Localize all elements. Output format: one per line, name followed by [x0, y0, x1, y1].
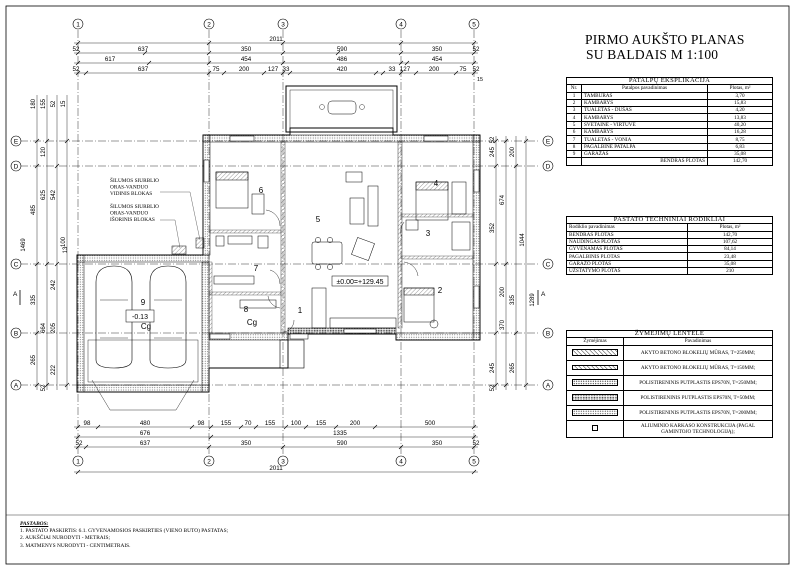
walls: [77, 128, 480, 392]
dim-label: 52: [75, 440, 83, 447]
dim-label: 637: [137, 66, 149, 73]
dim-label: 590: [336, 440, 348, 447]
dim-label: 200: [349, 420, 361, 427]
dim-label: 222: [51, 364, 57, 376]
rooms-table: [566, 77, 773, 166]
hatch-light-icon: [572, 349, 618, 356]
pump-outer-label: ŠILUMOS SIURBLIO ORAS-VANDUO IŠORINIS BLOKAS: [110, 204, 160, 223]
room-number: 7: [253, 264, 259, 273]
legend-table: [566, 330, 773, 438]
dim-label: 127: [399, 66, 411, 73]
dining-table: [312, 242, 342, 264]
dim-label: 52: [41, 384, 47, 392]
dim-label: 52: [51, 100, 57, 108]
heat-pump-labels: [110, 176, 159, 223]
cell: 16,28: [708, 129, 773, 136]
axis-label: 4: [399, 21, 403, 29]
table-row: [567, 107, 773, 114]
col-header: Rodiklio pavadinimas: [567, 224, 688, 231]
table-row: [567, 345, 773, 360]
dim-label: 486: [336, 56, 348, 63]
axis-label: 5: [472, 458, 476, 466]
car-outline: [150, 266, 186, 368]
table-row: [567, 253, 773, 260]
table-row: [567, 375, 773, 390]
cell: GYVENAMAS PLOTAS: [567, 246, 688, 253]
cg-mark: Cg: [140, 322, 152, 331]
cell: 3,70: [708, 92, 773, 99]
cell: 142,70: [688, 231, 773, 238]
table-row: [567, 92, 773, 99]
dim-label: 155: [220, 420, 232, 427]
dim-label: 590: [336, 46, 348, 53]
dim-label: 480: [139, 420, 151, 427]
cell: 210: [688, 268, 773, 275]
axis-label: B: [545, 330, 551, 338]
dim-label: 200: [238, 66, 250, 73]
tech-table-title: PASTATO TECHNINIAI RODIKLIAI: [567, 217, 773, 224]
dots-icon: [572, 379, 618, 386]
level-garage: -0.13: [132, 314, 148, 321]
terrace-table: [328, 101, 356, 114]
axis-label: 5: [472, 21, 476, 29]
col-header: Plotas, m²: [708, 85, 773, 92]
table-row: [567, 114, 773, 121]
cell: 8,75: [708, 136, 773, 143]
axis-label: 3: [281, 458, 285, 466]
cell: 8: [567, 143, 582, 150]
col-header: Pavadinimas: [624, 338, 773, 345]
cell: 35,08: [688, 260, 773, 267]
drawing-title-line1: PIRMO AUKŠTO PLANAS: [585, 32, 745, 47]
dim-label: 1289: [530, 293, 536, 307]
dimension-text-right: [490, 136, 536, 391]
dim-label: 100: [290, 420, 302, 427]
terrace: [286, 86, 397, 132]
dots-icon: [572, 409, 618, 416]
dim-label: 245: [490, 362, 496, 374]
axis-label: 2: [207, 458, 211, 466]
room-number: 3: [425, 229, 431, 238]
dim-label: 98: [83, 420, 91, 427]
dim-label: 15: [477, 77, 483, 83]
dim-label: 200: [428, 66, 440, 73]
cell: 2: [567, 99, 582, 106]
cell: GARAŽO PLOTAS: [567, 260, 688, 267]
table-row: [567, 360, 773, 375]
dim-label: 70: [244, 420, 252, 427]
dim-label: 200: [500, 286, 506, 298]
notes-block: [20, 521, 228, 550]
cell: 9: [567, 150, 582, 157]
kitchen-counter: [312, 288, 326, 328]
col-header: Plotas, m²: [688, 224, 773, 231]
cg-mark: Cg: [246, 318, 258, 327]
dim-label: 335: [31, 294, 37, 306]
dim-label: 637: [139, 440, 151, 447]
room-number: 1: [297, 306, 303, 315]
axis-label: E: [545, 138, 551, 146]
dim-label: 454: [240, 56, 252, 63]
cell: 84,14: [688, 246, 773, 253]
axis-label: D: [13, 163, 19, 171]
legend-table-title: ŽYMĖJIMŲ LENTELĖ: [567, 331, 773, 338]
rooms-table-title: PATALPŲ EKSPLIKACIJA: [567, 78, 773, 85]
dim-label: 52: [472, 440, 480, 447]
dim-label: 370: [500, 319, 506, 331]
dim-label: 75: [459, 66, 467, 73]
doors: [266, 210, 418, 332]
dim-label: 100: [61, 236, 67, 248]
cell: BENDRAS PLOTAS: [567, 231, 688, 238]
dim-label: 155: [264, 420, 276, 427]
cell: UŽSTATYMO PLOTAS: [567, 268, 688, 275]
axis-label: B: [13, 330, 19, 338]
dim-label: 13: [63, 246, 69, 254]
cell: ALIUMINIO KARKASO KONSTRUKCIJA (PAGAL GAMINTOJO TECHNOLOGIJĄ);: [624, 420, 773, 437]
cell: POLISTIRENINIS PUTPLASTIS EPS70N, T=200MM;: [624, 405, 773, 420]
cell: 3: [567, 107, 582, 114]
table-row: [567, 390, 773, 405]
dim-label: 350: [431, 440, 443, 447]
dim-label: 350: [431, 46, 443, 53]
room-number: 4: [433, 179, 439, 188]
drawing-title-line2: SU BALDAIS M 1:100: [586, 47, 719, 62]
axis-label: 2: [207, 21, 211, 29]
dim-label: 350: [240, 46, 252, 53]
dim-label: 335: [510, 294, 516, 306]
axis-label: A: [545, 382, 551, 390]
hatch-light-icon: [572, 365, 618, 370]
note-item: 3. MATMENYS NURODYTI - CENTIMETRAIS.: [20, 542, 131, 549]
dim-label: 52: [472, 66, 480, 73]
dim-label: 52: [72, 46, 80, 53]
table-row: [567, 143, 773, 150]
table-row: [567, 136, 773, 143]
dim-label: 2011: [269, 465, 283, 472]
table-row: [567, 129, 773, 136]
axis-label: E: [13, 138, 19, 146]
axis-label: 1: [76, 458, 80, 466]
dim-label: 155: [41, 98, 47, 110]
cell: 6,83: [708, 143, 773, 150]
dim-label: 33: [388, 66, 396, 73]
axis-label: 4: [399, 458, 403, 466]
cell: NAUDINGAS PLOTAS: [567, 238, 688, 245]
cell: TUALETAS - VONIA: [582, 136, 708, 143]
dots-dense-icon: [572, 394, 618, 401]
dim-label: 1469: [21, 238, 27, 252]
dim-label: 205: [51, 322, 57, 334]
cell: 107,62: [688, 238, 773, 245]
dim-label: 500: [424, 420, 436, 427]
table-row: [567, 420, 773, 437]
cell: 23,48: [688, 253, 773, 260]
dim-label: 454: [431, 56, 443, 63]
cell: 5: [567, 121, 582, 128]
cell: 35,08: [708, 150, 773, 157]
dim-label: 542: [51, 189, 57, 201]
dim-label: 33: [282, 66, 290, 73]
dim-label: 265: [31, 354, 37, 366]
section-label: A: [541, 291, 546, 298]
table-row: [567, 246, 773, 253]
level-main: ±0.00=+129.45: [336, 279, 384, 286]
col-header: Žymėjimas: [567, 338, 624, 345]
cell: 4: [567, 114, 582, 121]
coffee-table: [350, 198, 364, 224]
cell: GARAŽAS: [582, 150, 708, 157]
table-row: [567, 231, 773, 238]
cell: KAMBARYS: [582, 129, 708, 136]
table-row: [567, 99, 773, 106]
dim-label: 98: [197, 420, 205, 427]
dim-label: 180: [31, 98, 37, 110]
dim-label: 352: [490, 222, 496, 234]
dim-label: 75: [212, 66, 220, 73]
section-label: A: [13, 291, 18, 298]
entrance-porch: [280, 340, 304, 368]
dim-label: 1044: [520, 233, 526, 247]
sofa: [368, 186, 378, 226]
pump-inner-label: ŠILUMOS SIURBLIO ORAS-VANDUO VIDINIS BLOKAS: [110, 178, 160, 197]
dimension-text-left: [21, 98, 69, 391]
cell: PAGALBINĖ PATALPA: [582, 143, 708, 150]
cell: TAMBŪRAS: [582, 92, 708, 99]
dim-label: 625: [41, 189, 47, 201]
room-number: 8: [243, 305, 249, 314]
cell: 7: [567, 136, 582, 143]
cell: 1: [567, 92, 582, 99]
dim-label: 350: [240, 440, 252, 447]
cell: AKYTO BETONO BLOKELIŲ MŪRAS, T=250MM;: [624, 345, 773, 360]
dim-label: 1335: [333, 430, 347, 437]
cell: AKYTO BETONO BLOKELIŲ MŪRAS, T=150MM;: [624, 360, 773, 375]
dim-label: 200: [510, 146, 516, 158]
cell: KAMBARYS: [582, 114, 708, 121]
table-row: [567, 260, 773, 267]
dim-label: 617: [104, 56, 116, 63]
dim-label: 52: [490, 136, 496, 144]
axis-label: C: [545, 261, 551, 269]
table-row: [567, 150, 773, 157]
col-header: Nr.: [567, 85, 582, 92]
axis-label: A: [13, 382, 19, 390]
cell: PAGALBINIS PLOTAS: [567, 253, 688, 260]
table-row: [567, 121, 773, 128]
cell: POLISTIRENINIS PUTPLASTIS EPS70N, T=250MM;: [624, 375, 773, 390]
cell: TUALETAS - DUŠAS: [582, 107, 708, 114]
level-marks: [132, 276, 388, 331]
cell: 142,70: [708, 158, 773, 165]
cell: 13,83: [708, 114, 773, 121]
room-number: 2: [437, 286, 443, 295]
dim-label: 485: [31, 204, 37, 216]
dim-label: 674: [500, 194, 506, 206]
table-row: [567, 268, 773, 275]
dim-label: 155: [315, 420, 327, 427]
room-number: 6: [258, 186, 264, 195]
dim-label: 265: [510, 362, 516, 374]
cell: POLISTIRENINIS PUTPLASTIS EPS70N, T=50MM;: [624, 390, 773, 405]
dim-label: 420: [336, 66, 348, 73]
table-row: [567, 405, 773, 420]
cell: 15,83: [708, 99, 773, 106]
cell: 6: [567, 129, 582, 136]
table-total-row: [567, 158, 773, 165]
heat-pump: [160, 192, 204, 254]
tech-table: [566, 216, 773, 275]
note-item: 2. AUKŠČIAI NURODYTI - METRAIS;: [20, 535, 110, 542]
cell: SVETAINĖ - VIRTUVĖ: [582, 121, 708, 128]
dim-label: 2011: [269, 36, 283, 43]
cell: 4,20: [708, 107, 773, 114]
dim-label: 52: [472, 46, 480, 53]
dim-label: 127: [267, 66, 279, 73]
table-row: [567, 238, 773, 245]
dim-label: 120: [41, 146, 47, 158]
dim-label: 245: [490, 146, 496, 158]
axis-label: C: [13, 261, 19, 269]
dim-label: 15: [61, 100, 67, 108]
cell: BENDRAS PLOTAS: [582, 158, 708, 165]
note-item: 1. PASTATO PASKIRTIS: 6.1. GYVENAMOSIOS PASKIRTIES (VIENO BUTO) PASTATAS;: [20, 528, 229, 535]
dim-label: 664: [41, 322, 47, 334]
dim-label: 52: [490, 384, 496, 392]
cell: 40,20: [708, 121, 773, 128]
dim-label: 242: [51, 279, 57, 291]
axis-label: 1: [76, 21, 80, 29]
square-mark-icon: [592, 425, 598, 431]
dim-label: 676: [139, 430, 151, 437]
dim-label: 637: [137, 46, 149, 53]
cell: KAMBARYS: [582, 99, 708, 106]
furniture: [214, 172, 470, 328]
room-number: 5: [315, 215, 321, 224]
dimension-text-bottom: [76, 420, 480, 472]
notes-title: PASTABOS:: [20, 521, 49, 527]
axis-label: D: [545, 163, 551, 171]
dim-label: 52: [72, 66, 80, 73]
axis-label: 3: [281, 21, 285, 29]
room-number: 9: [140, 298, 146, 307]
col-header: Patalpos pavadinimas: [582, 85, 708, 92]
